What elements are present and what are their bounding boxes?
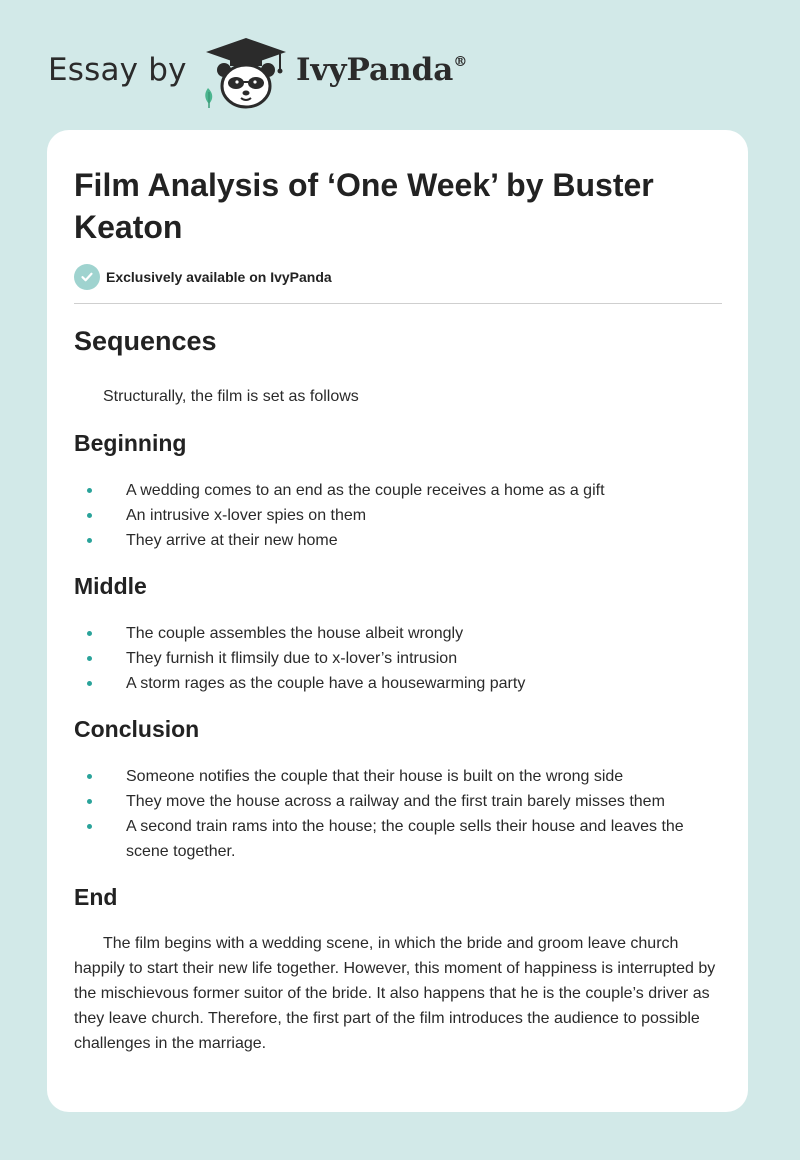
conclusion-list (74, 764, 724, 864)
essay-card (47, 130, 748, 1112)
subheading-conclusion: Conclusion (74, 716, 200, 742)
bullet-icon (87, 774, 92, 779)
list-item: An intrusive x-lover spies on them (74, 503, 724, 528)
section-heading-sequences: Sequences (74, 326, 217, 356)
list-item: They arrive at their new home (74, 528, 724, 553)
exclusive-badge (74, 264, 332, 290)
bullet-icon (87, 513, 92, 518)
subheading-beginning: Beginning (74, 430, 187, 456)
end-paragraph: The film begins with a wedding scene, in which the bride and groom leave church happily to start their new life together. However, this moment of happiness is interrupted by the mischievous former suitor of the bride. It also happens that he is the couple’s driver as they leave church. Therefore, the first part of the film introduces the audience to possible challenges in the marriage. (74, 935, 716, 1052)
badge-label: Exclusively available on IvyPanda (106, 269, 332, 285)
check-circle-icon (74, 264, 100, 290)
brand-name[interactable]: IvyPanda® (296, 52, 468, 88)
bullet-icon (87, 656, 92, 661)
list-item: A second train rams into the house; the couple sells their house and leaves the scene together. (74, 814, 724, 864)
site-header (0, 0, 800, 130)
bullet-icon (87, 538, 92, 543)
bullet-icon (87, 799, 92, 804)
intro-text: Structurally, the film is set as follows (103, 388, 359, 405)
list-item: They furnish it flimsily due to x-lover’s intrusion (74, 646, 724, 671)
essay-title: Film Analysis of ‘One Week’ by Buster Keaton (74, 167, 654, 245)
beginning-list (74, 478, 724, 553)
subheading-middle: Middle (74, 573, 147, 599)
bullet-icon (87, 824, 92, 829)
list-item: Someone notifies the couple that their house is built on the wrong side (74, 764, 724, 789)
bullet-icon (87, 631, 92, 636)
panda-graduate-icon[interactable] (200, 36, 292, 110)
subheading-end: End (74, 884, 118, 910)
brand-prefix: Essay by (48, 52, 187, 88)
list-item: The couple assembles the house albeit wrongly (74, 621, 724, 646)
bullet-icon (87, 681, 92, 686)
list-item: They move the house across a railway and the first train barely misses them (74, 789, 724, 814)
list-item: A storm rages as the couple have a housewarming party (74, 671, 724, 696)
list-item: A wedding comes to an end as the couple receives a home as a gift (74, 478, 724, 503)
middle-list (74, 621, 724, 696)
bullet-icon (87, 488, 92, 493)
title-divider (74, 303, 722, 304)
